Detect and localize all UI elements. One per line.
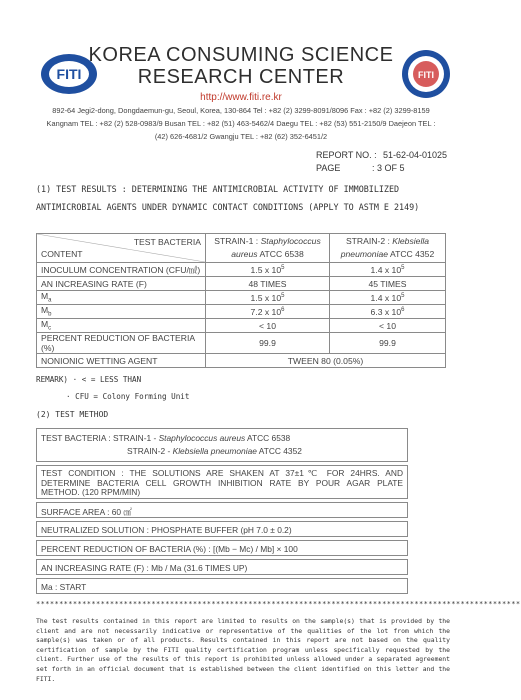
bacteria-line-1: TEST BACTERIA : STRAIN-1 - Staphylococcus aureus ATCC 6538	[41, 433, 291, 443]
strain1-value: < 10	[206, 319, 330, 333]
strain1-value: 99.9	[206, 333, 330, 354]
logo-right-text: FITI	[418, 70, 434, 80]
remark-line-2: · CFU = Colony Forming Unit	[66, 392, 190, 401]
website-link[interactable]: http://www.fiti.re.kr	[200, 92, 282, 103]
report-number-label: REPORT NO. :	[316, 150, 377, 160]
merged-value: TWEEN 80 (0.05%)	[206, 354, 446, 368]
strain2-value: 1.4 x $10^5$	[330, 263, 446, 277]
remark-line-1: REMARK) · < = LESS THAN	[36, 375, 142, 384]
strain1-species: aureus	[231, 249, 258, 259]
table-row	[37, 263, 446, 277]
table-header-row	[37, 234, 446, 263]
table-row	[37, 354, 446, 368]
page-label: PAGE	[316, 163, 341, 173]
row-label: $M_b$	[37, 305, 206, 319]
content-header-label: CONTENT	[41, 249, 83, 259]
table-row	[37, 319, 446, 333]
neutralized-solution-box: NEUTRALIZED SOLUTION : PHOSPHATE BUFFER (pH 7.0 ± 0.2)	[36, 521, 408, 537]
percent-reduction-box: PERCENT REDUCTION OF BACTERIA (%) : [(Mb − Mc) / Mb] × 100	[36, 540, 408, 556]
table-row	[37, 333, 446, 354]
address-line-1: 892-64 Jegi2-dong, Dongdaemun-gu, Seoul, Korea, 130-864 Tel : +82 (2) 3299-8091/8096 Fax : +82 (2) 3299-8159	[52, 106, 430, 115]
org-name-line2: RESEARCH CENTER	[137, 66, 345, 88]
address-line-2: Kangnam TEL : +82 (2) 528-0983/9 Busan TEL : +82 (51) 463-5462/4 Daegu TEL : +82 (53) 551-2150/9 Daejeon TEL :	[46, 119, 436, 128]
strain2-species: pneumoniae	[340, 249, 389, 259]
row-label: NONIONIC WETTING AGENT	[37, 354, 206, 368]
ma-box: Ma : START	[36, 578, 408, 594]
row-label: AN INCREASING RATE (F)	[37, 277, 206, 291]
strain2-genus: Klebsiella	[392, 236, 430, 246]
row-label: $M_c$	[37, 319, 206, 333]
row-label: INOCULUM CONCENTRATION (CFU/㎖)	[37, 263, 206, 277]
strain2-prefix: STRAIN-2 :	[345, 236, 393, 246]
strain1-genus: Staphylococcus	[260, 236, 321, 246]
strain1-atcc: ATCC 6538	[257, 249, 304, 259]
report-number-value: 51-62-04-01025	[383, 150, 448, 160]
increasing-rate-box: AN INCREASING RATE (F) : Mb / Ma (31.6 TIMES UP)	[36, 559, 408, 575]
header-diagonal	[37, 234, 205, 262]
bacteria-header-label: TEST BACTERIA	[133, 237, 201, 247]
strain1-value: 48 TIMES	[206, 277, 330, 291]
divider-stars: *********************************************************************************************************	[36, 600, 521, 608]
table-row	[37, 291, 446, 305]
table-row	[37, 305, 446, 319]
surface-area-box: SURFACE AREA : 60 ㎠	[36, 502, 408, 518]
row-label: $M_a$	[37, 291, 206, 305]
row-label: PERCENT REDUCTION OF BACTERIA (%)	[37, 333, 206, 354]
test-bacteria-box	[36, 428, 408, 462]
section1-heading: (1) TEST RESULTS : DETERMINING THE ANTIMICROBIAL ACTIVITY OF IMMOBILIZED ANTIMICROBIAL AGENTS UNDER DYNAMIC CONTACT CONDITIONS (APPLY TO ASTM E 2149)	[36, 184, 420, 212]
strain2-atcc: ATCC 4352	[388, 249, 435, 259]
strain2-header	[330, 234, 446, 263]
strain2-value: 6.3 x $10^6$	[330, 305, 446, 319]
org-name-line1: KOREA CONSUMING SCIENCE	[88, 44, 394, 66]
strain1-value: 1.5 x $10^5$	[206, 291, 330, 305]
page-value: : 3 OF 5	[372, 163, 405, 173]
strain2-value: 99.9	[330, 333, 446, 354]
results-table	[36, 233, 446, 368]
address-line-3: (42) 626-4681/2 Gwangju TEL : +82 (62) 352-6451/2	[154, 132, 328, 141]
strain1-value: 7.2 x $10^6$	[206, 305, 330, 319]
header-corner-cell	[37, 234, 206, 263]
strain1-value: 1.5 x $10^5$	[206, 263, 330, 277]
table-row	[37, 277, 446, 291]
bacteria-line-2: STRAIN-2 - Klebsiella pneumoniae ATCC 4352	[127, 446, 302, 456]
strain1-header	[206, 234, 330, 263]
section2-heading: (2) TEST METHOD	[36, 410, 109, 419]
strain2-value: 1.4 x $10^5$	[330, 291, 446, 305]
strain1-prefix: STRAIN-1 :	[214, 236, 261, 246]
test-condition-box: TEST CONDITION : THE SOLUTIONS ARE SHAKEN AT 37±1℃ FOR 24HRS. AND DETERMINE BACTERIA CELL GROWTH INHIBITION RATE BY POUR AGAR PLATE METHOD. (120 RPM/MIN)	[36, 465, 408, 499]
strain2-value: 45 TIMES	[330, 277, 446, 291]
disclaimer-text: The test results contained in this report are limited to results on the sample(s) that is provided by the client and are not necessarily indicative or representative of the qualities of the lot from which the sample(s) was taken or of all products. Results contained in this report are not based on the quality certification of sample by the FITI quality certification program unless specifically requested by the client. Further use of the results of this report is prohibited unless allowed under a separated agreement set forth in an official document that is established between the client identified on this letter and the FITI.	[36, 617, 450, 683]
strain2-value: < 10	[330, 319, 446, 333]
logo-left-text: FITI	[56, 66, 82, 82]
